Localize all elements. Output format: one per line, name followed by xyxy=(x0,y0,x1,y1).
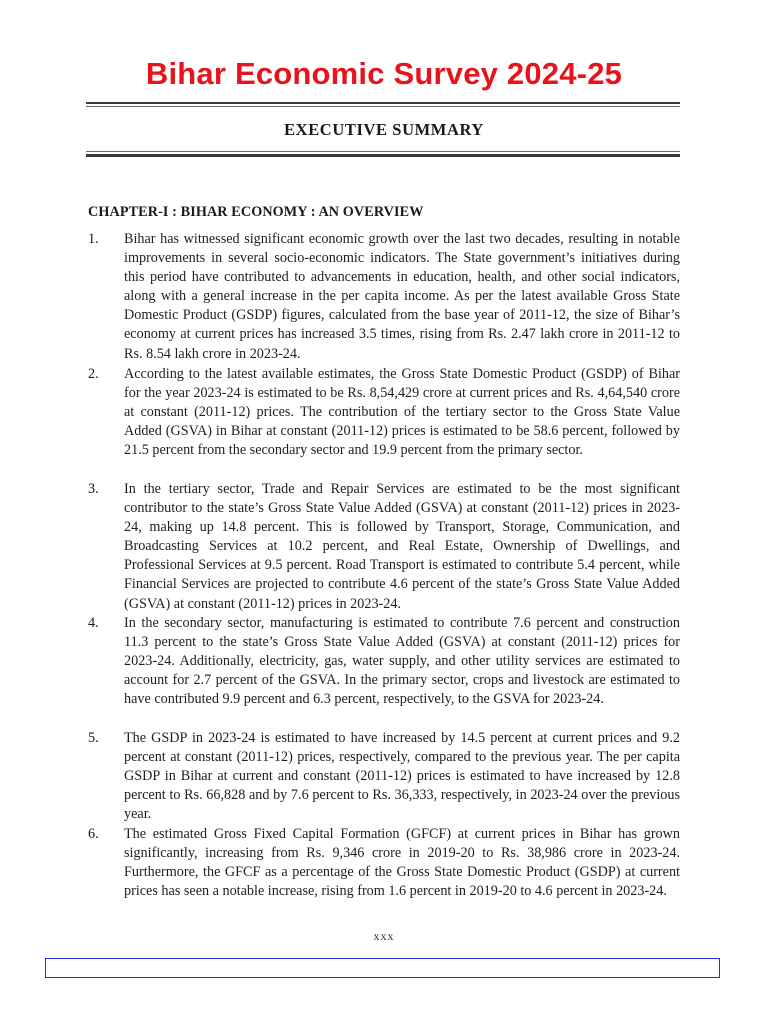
paragraph-text: Bihar has witnessed significant economic growth over the last two decades, resulting in notable improvements in several socio-economic indicators. The State government’s initiatives during this period have contributed to advancements in education, health, and other social indicators, along with a general increase in the per capita income. As per the latest available Gross State Domestic Product (GSDP) figures, calculated from the base year of 2011-12, the size of Bihar’s economy at current prices has increased 3.5 times, rising from Rs. 2.47 lakh crore in 2011-12 to Rs. 8.54 lakh crore in 2023-24. xyxy=(124,231,680,362)
list-item xyxy=(88,480,680,614)
list-item xyxy=(88,729,680,824)
paragraph-number: 6. xyxy=(88,826,99,842)
list-item xyxy=(88,365,680,460)
chapter-heading: CHAPTER-I : BIHAR ECONOMY : AN OVERVIEW xyxy=(88,204,424,220)
paragraph-number: 2. xyxy=(88,366,99,382)
paragraph-text: In the secondary sector, manufacturing is estimated to contribute 7.6 percent and construction 11.3 percent to the state’s Gross State Value Added (GSVA) at constant (2011-12) prices for 2023-24. Additionally, electricity, gas, water supply, and other utility services are estimated to account for 2.7 percent of the GSVA. In the primary sector, crops and livestock are estimated to have contributed 9.9 percent and 6.3 percent, respectively, to the GSVA for 2023-24. xyxy=(124,615,680,708)
paragraph-number: 1. xyxy=(88,231,99,247)
paragraph-number: 4. xyxy=(88,615,99,631)
list-item xyxy=(88,825,680,901)
list-item xyxy=(88,614,680,709)
list-item xyxy=(88,230,680,364)
bottom-divider-thick xyxy=(86,154,680,157)
paragraph-text: The estimated Gross Fixed Capital Formation (GFCF) at current prices in Bihar has grown significantly, increasing from Rs. 9,346 crore in 2019-20 to Rs. 38,986 crore in 2023-24. Furthermore, the GFCF as a percentage of the Gross State Domestic Product (GSDP) at current prices has seen a notable increase, rising from 1.6 percent in 2019-20 to 4.6 percent in 2023-24. xyxy=(124,826,680,900)
top-divider-thick xyxy=(86,102,680,104)
banner-title: Bihar Economic Survey 2024-25 xyxy=(145,56,623,91)
paragraph-text: The GSDP in 2023-24 is estimated to have increased by 14.5 percent at current prices and 9.2 percent at constant (2011-12) prices, respectively, compared to the previous year. The per capita GSDP in Bihar at current and constant (2011-12) prices is estimated to have increased by 12.8 percent to Rs. 66,828 and by 7.6 percent to Rs. 36,333, respectively, in 2023-24 over the previous year. xyxy=(124,730,680,823)
bottom-divider-thin xyxy=(86,151,680,152)
page-number: xxx xyxy=(373,929,395,943)
paragraph-text: According to the latest available estimates, the Gross State Domestic Product (GSDP) of Bihar for the year 2023-24 is estimated to be Rs. 8,54,429 crore at current prices and Rs. 4,64,540 crore at constant (2011-12) prices. The contribution of the tertiary sector to the Gross State Value Added (GSVA) in Bihar at constant (2011-12) prices is estimated to be 58.6 percent, followed by 21.5 percent from the secondary sector and 19.9 percent from the primary sector. xyxy=(124,366,680,459)
paragraph-text: In the tertiary sector, Trade and Repair Services are estimated to be the most significant contributor to the state’s Gross State Value Added (GSVA) at constant (2011-12) prices in 2023-24, making up 14.8 percent. This is followed by Transport, Storage, Communication, and Broadcasting Services at 10.2 percent, and Real Estate, Ownership of Dwellings, and Professional Services at 9.5 percent. Road Transport is estimated to contribute 5.4 percent, while Financial Services are projected to contribute 4.6 percent of the state’s Gross State Value Added (GSVA) at constant (2011-12) prices in 2023-24. xyxy=(124,481,680,612)
section-title: EXECUTIVE SUMMARY xyxy=(284,120,484,139)
footer-banner-box xyxy=(45,958,720,978)
top-divider-thin xyxy=(86,106,680,107)
paragraph-number: 3. xyxy=(88,481,99,497)
paragraph-number: 5. xyxy=(88,730,99,746)
